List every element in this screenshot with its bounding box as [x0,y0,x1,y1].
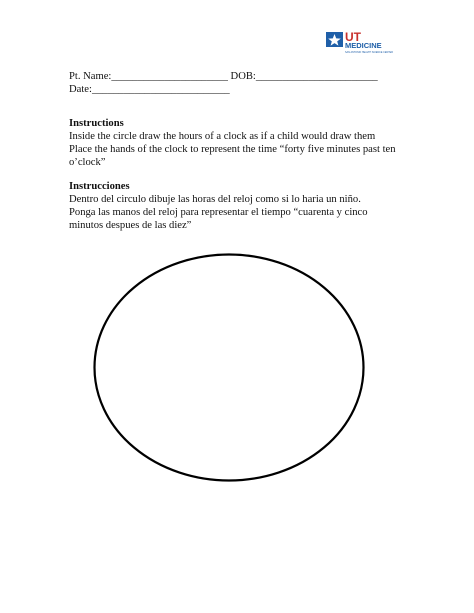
instrucciones-heading: Instrucciones [69,181,130,192]
patient-name-dob-field[interactable]: Pt. Name:______________________ DOB:_______________________ [69,71,378,82]
instrucciones-line-1: Dentro del circulo dibuje las horas del reloj como si lo haria un niño. [69,194,361,205]
instructions-line-1: Inside the circle draw the hours of a clock as if a child would draw them [69,131,376,142]
logo-ut-text: UT [345,30,361,44]
instructions-heading: Instructions [69,118,124,129]
instructions-line-2: Place the hands of the clock to represent the time “forty five minutes past ten [69,144,396,155]
date-field[interactable]: Date:__________________________ [69,84,230,95]
ut-medicine-logo [326,30,404,56]
instrucciones-line-2: Ponga las manos del reloj para representar el tiempo “cuarenta y cinco [69,207,368,218]
logo-medicine-text: MEDICINE [345,41,382,50]
clock-drawing-circle[interactable] [93,253,365,482]
logo-tagline-text: SAN ANTONIO HEALTH SCIENCE CENTER [345,51,393,54]
instructions-line-3: o’clock” [69,157,106,168]
instrucciones-line-3: minutos despues de las diez” [69,220,192,231]
